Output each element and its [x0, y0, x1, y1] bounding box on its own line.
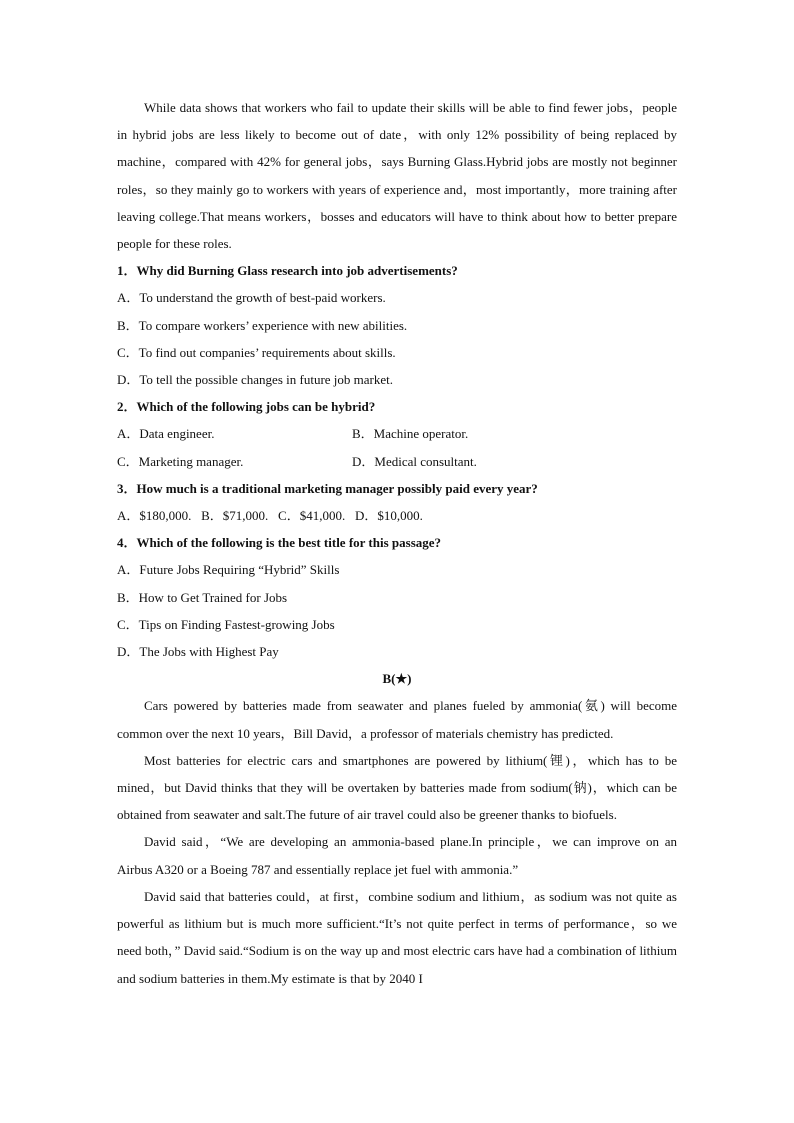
question-4-option-d: D．The Jobs with Highest Pay	[117, 644, 279, 660]
section-b-heading: B(★)	[382, 671, 412, 687]
question-2-options-row-1	[117, 420, 677, 447]
question-3-options: A．$180,000. B．$71,000. C．$41,000. D．$10,000.	[117, 508, 423, 524]
question-1-option-b: B．To compare workers’ experience with new abilities.	[117, 317, 408, 333]
section-b-paragraph-4: David said that batteries could，at first，combine sodium and lithium，as sodium was not quite as powerful as lithium but is much more sufficient.“It’s not quite perfect in terms of performance，so we need both，” David said.“Sodium is on the way up and most electric cars have had a combination of lithium and sodium batteries in them.My estimate is that by 2040 I	[117, 888, 677, 986]
question-2-option-c: C．Marketing manager.	[117, 453, 244, 469]
question-2-options-row-2	[117, 448, 677, 475]
question-1-option-c: C．To find out companies’ requirements about skills.	[117, 344, 396, 360]
section-b-paragraph-2: Most batteries for electric cars and smartphones are powered by lithium(锂)，which has to be mined，but David thinks that they will be overtaken by batteries made from sodium(钠)，which can be obtained from seawater and salt.The future of air travel could also be greener thanks to biofuels.	[117, 752, 677, 823]
question-2-option-a: A．Data engineer.	[117, 426, 215, 442]
question-1-stem: 1．Why did Burning Glass research into job advertisements?	[117, 263, 458, 279]
document-page	[117, 94, 677, 992]
question-3-stem: 3．How much is a traditional marketing manager possibly paid every year?	[117, 480, 538, 496]
question-1-option-a: A．To understand the growth of best-paid workers.	[117, 290, 386, 306]
question-4-option-a: A．Future Jobs Requiring “Hybrid” Skills	[117, 562, 340, 578]
question-4-option-c: C．Tips on Finding Fastest-growing Jobs	[117, 616, 335, 632]
passage-a-paragraph: While data shows that workers who fail to update their skills will be able to find fewer jobs，people in hybrid jobs are less likely to become out of date，with only 12% possibility of being replaced by machine，compared with 42% for general jobs，says Burning Glass.Hybrid jobs are mostly not beginner roles，so they mainly go to workers with years of experience and，most importantly，more training after leaving college.That means workers，bosses and educators will have to think about how to better prepare people for these roles.	[117, 100, 677, 252]
question-4-stem: 4．Which of the following is the best title for this passage?	[117, 535, 442, 551]
question-2-option-b: B．Machine operator.	[352, 426, 469, 442]
question-1-option-d: D．To tell the possible changes in future job market.	[117, 372, 393, 388]
section-b-paragraph-1: Cars powered by batteries made from seawater and planes fueled by ammonia(氨) will become common over the next 10 years，Bill David，a professor of materials chemistry has predicted.	[117, 698, 677, 741]
question-2-option-d: D．Medical consultant.	[352, 453, 477, 469]
question-4-option-b: B．How to Get Trained for Jobs	[117, 589, 288, 605]
section-b-paragraph-3: David said，“We are developing an ammonia-based plane.In principle，we can improve on an Airbus A320 or a Boeing 787 and essentially replace jet fuel with ammonia.”	[117, 834, 677, 877]
question-2-stem: 2．Which of the following jobs can be hybrid?	[117, 399, 376, 415]
